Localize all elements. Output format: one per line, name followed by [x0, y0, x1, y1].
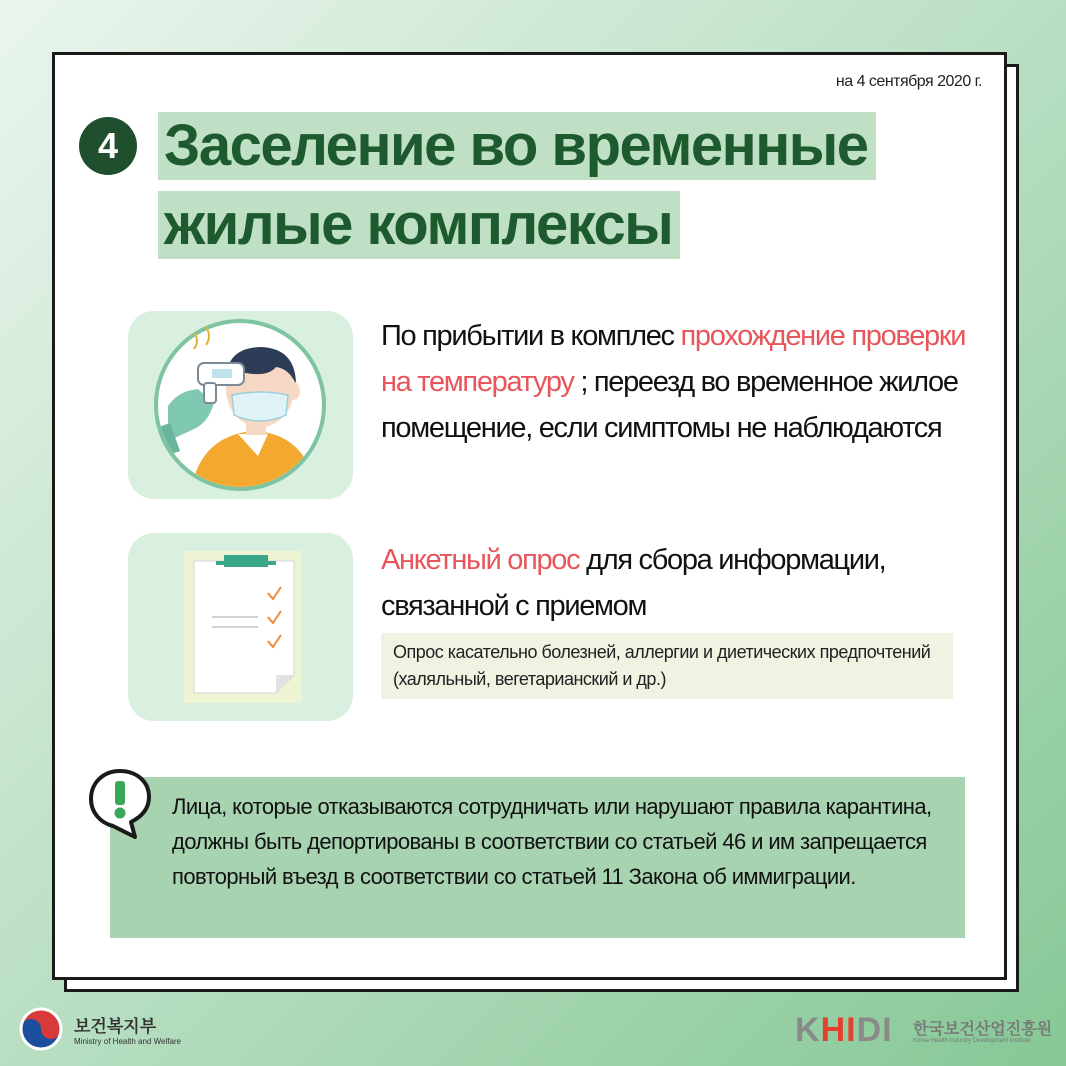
- temperature-check-text: [381, 313, 981, 451]
- survey-illustration: [128, 533, 353, 721]
- ministry-name-en: Ministry of Health and Welfare: [74, 1037, 182, 1046]
- page-title-line-1: Заселение во временные: [158, 112, 876, 180]
- checklist-icon: [128, 533, 353, 721]
- step-number-badge: 4: [79, 117, 137, 175]
- khidi-letters-di: DI: [856, 1011, 893, 1049]
- warning-box: Лица, которые отказываются сотрудничать или нарушают правила карантина, должны быть депортированы в соответствии со статьей 46 и им запрещается повторный въезд в соответствии со статьей 11 Закона об иммиграции.: [110, 777, 965, 938]
- item1-text-start: По прибытии в комплес: [381, 320, 681, 352]
- temperature-check-icon: [128, 311, 353, 499]
- survey-text: [381, 537, 991, 629]
- khidi-name-ko: 한국보건산업진흥원: [913, 1021, 1053, 1038]
- item1-text-end: ; переезд во временное жилое помещение, если симптомы не наблюдаются: [381, 366, 958, 444]
- khidi-letter-k: K: [795, 1011, 821, 1049]
- taegeuk-icon: [18, 1006, 64, 1052]
- info-card: [52, 52, 1007, 980]
- exclamation-bubble-icon: [87, 767, 153, 839]
- khidi-name-en: Korea Health Industry Development Institute: [913, 1038, 1031, 1044]
- temperature-check-illustration: [128, 311, 353, 499]
- ministry-name-ko: 보건복지부: [74, 1017, 157, 1036]
- page-title-line-2: жилые комплексы: [158, 191, 680, 259]
- survey-note: Опрос касательно болезней, аллергии и диетических предпочтений (халяльный, вегетарианский и др.): [381, 633, 953, 699]
- khidi-letters-hi: HI: [820, 1011, 857, 1049]
- khidi-wordmark: [795, 1010, 893, 1050]
- khidi-logo: [795, 1010, 1060, 1056]
- ministry-logo: [18, 1004, 218, 1056]
- item2-highlight: Анкетный опрос: [381, 544, 580, 576]
- item1-highlight: прохождение проверки на температуру: [381, 320, 966, 398]
- date-label: на 4 сентября 2020 г.: [835, 73, 982, 90]
- item2-text-end: для сбора информации, связанной с приемом: [381, 544, 886, 622]
